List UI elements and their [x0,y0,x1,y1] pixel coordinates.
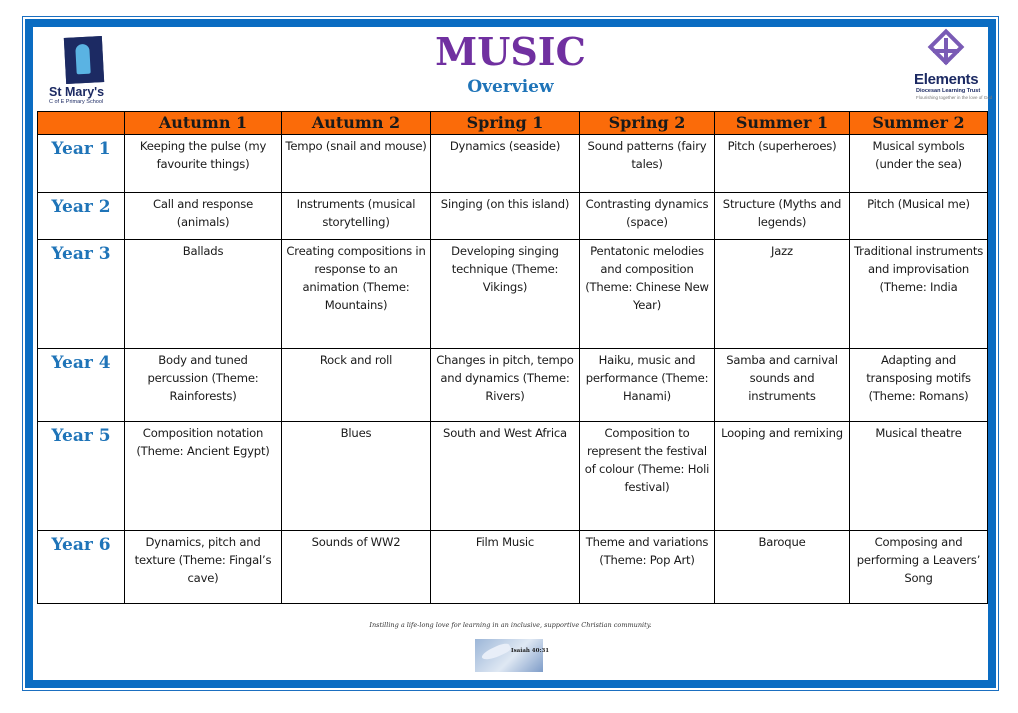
eagle-icon [480,641,511,663]
table-cell: Blues [282,422,431,531]
table-cell: Musical symbols (under the sea) [850,135,988,193]
table-cell: Rock and roll [282,349,431,422]
table-row [38,349,988,422]
table-cell: Tempo (snail and mouse) [282,135,431,193]
year-label: Year 3 [38,240,125,349]
table-cell: Singing (on this island) [431,193,580,240]
table-row [38,422,988,531]
table-cell: Creating compositions in response to an animation (Theme: Mountains) [282,240,431,349]
table-cell: Pitch (superheroes) [715,135,850,193]
header-summer-2: Summer 2 [850,112,988,135]
table-cell: Structure (Myths and legends) [715,193,850,240]
table-cell: Call and response (animals) [125,193,282,240]
year-label: Year 4 [38,349,125,422]
table-cell: Pentatonic melodies and composition (Theme: Chinese New Year) [580,240,715,349]
table-cell: Pitch (Musical me) [850,193,988,240]
table-cell: Dynamics, pitch and texture (Theme: Fingal’s cave) [125,531,282,604]
header-autumn-2: Autumn 2 [282,112,431,135]
table-cell: Developing singing technique (Theme: Vikings) [431,240,580,349]
table-cell: South and West Africa [431,422,580,531]
table-cell: Musical theatre [850,422,988,531]
table-cell: Composition to represent the festival of colour (Theme: Holi festival) [580,422,715,531]
table-cell: Contrasting dynamics (space) [580,193,715,240]
page-title: MUSIC [435,29,586,74]
table-cell: Instruments (musical storytelling) [282,193,431,240]
table-cell: Sounds of WW2 [282,531,431,604]
table-row [38,135,988,193]
table-cell: Ballads [125,240,282,349]
trust-name: Elements [914,71,979,88]
header-autumn-1: Autumn 1 [125,112,282,135]
table-cell: Haiku, music and performance (Theme: Hanami) [580,349,715,422]
table-cell: Traditional instruments and improvisation (Theme: India [850,240,988,349]
elements-trust-logo [913,32,993,104]
year-label: Year 2 [38,193,125,240]
school-name: St Mary's [49,85,105,99]
table-cell: Film Music [431,531,580,604]
table-cell: Keeping the pulse (my favourite things) [125,135,282,193]
table-cell: Body and tuned percussion (Theme: Rainforests) [125,349,282,422]
table-cell: Baroque [715,531,850,604]
table-cell: Composition notation (Theme: Ancient Egypt) [125,422,282,531]
header-summer-1: Summer 1 [715,112,850,135]
year-label: Year 1 [38,135,125,193]
table-cell: Dynamics (seaside) [431,135,580,193]
table-row [38,240,988,349]
trust-tagline: Flourishing together in the love of God [916,95,993,100]
table-cell: Composing and performing a Leavers’ Song [850,531,988,604]
year-label: Year 6 [38,531,125,604]
table-cell: Adapting and transposing motifs (Theme: Romans) [850,349,988,422]
table-cell: Looping and remixing [715,422,850,531]
school-subtitle: C of E Primary School [49,99,104,105]
isaiah-verse-image [475,639,550,672]
table-row [38,193,988,240]
verse-reference: Isaiah 40:31 [511,648,550,654]
school-motto: Instilling a life-long love for learning in an inclusive, supportive Christian community. [369,621,652,629]
music-overview-table [37,111,988,604]
header-spring-2: Spring 2 [580,112,715,135]
table-cell: Changes in pitch, tempo and dynamics (Theme: Rivers) [431,349,580,422]
table-row [38,531,988,604]
header-corner [38,112,125,135]
header-spring-1: Spring 1 [431,112,580,135]
table-cell: Sound patterns (fairy tales) [580,135,715,193]
trust-subtitle: Diocesan Learning Trust [916,88,981,94]
table-cell: Jazz [715,240,850,349]
elements-diamond-bar-horizontal [933,49,959,53]
page-subtitle: Overview [467,77,554,97]
table-cell: Theme and variations (Theme: Pop Art) [580,531,715,604]
year-label: Year 5 [38,422,125,531]
document-page [33,27,993,680]
table-cell: Samba and carnival sounds and instruments [715,349,850,422]
table-header-row [38,112,988,135]
